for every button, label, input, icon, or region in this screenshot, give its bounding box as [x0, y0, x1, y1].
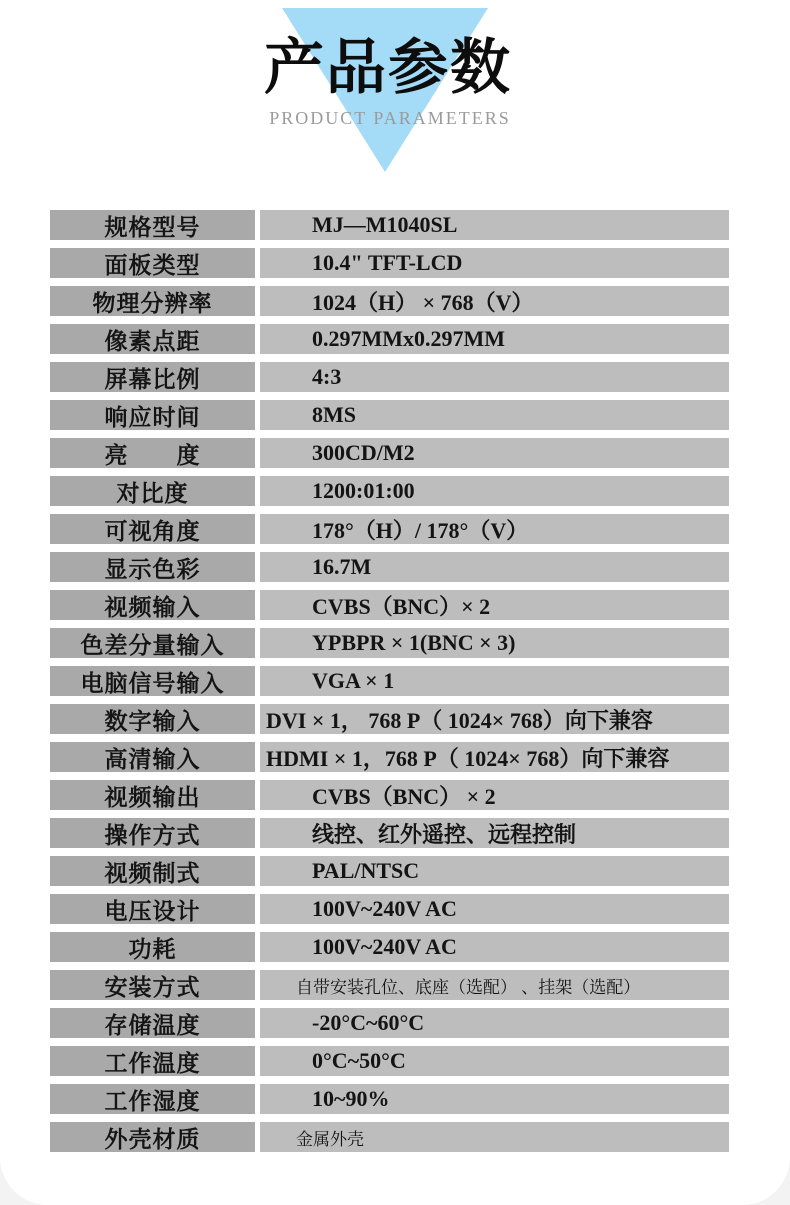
table-row: [50, 400, 729, 430]
table-row: [50, 362, 729, 392]
table-row: [50, 818, 729, 848]
spec-value: CVBS（BNC） × 2: [260, 780, 729, 810]
table-row: [50, 476, 729, 506]
spec-table: [50, 210, 729, 1160]
table-row: [50, 628, 729, 658]
spec-value: 0°C~50°C: [260, 1046, 729, 1076]
spec-value: HDMI × 1，768 P（ 1024× 768）向下兼容: [260, 742, 729, 772]
table-row: [50, 1008, 729, 1038]
table-row: [50, 552, 729, 582]
spec-label: 功耗: [50, 932, 255, 962]
spec-value: PAL/NTSC: [260, 856, 729, 886]
spec-label: 响应时间: [50, 400, 255, 430]
spec-label: 视频输出: [50, 780, 255, 810]
spec-value: 金属外壳: [260, 1122, 729, 1152]
spec-label: 视频制式: [50, 856, 255, 886]
spec-value: 4:3: [260, 362, 729, 392]
spec-label: 电压设计: [50, 894, 255, 924]
spec-label: 视频输入: [50, 590, 255, 620]
spec-value: -20°C~60°C: [260, 1008, 729, 1038]
spec-label: 操作方式: [50, 818, 255, 848]
spec-label: 像素点距: [50, 324, 255, 354]
table-row: [50, 324, 729, 354]
spec-label: 色差分量输入: [50, 628, 255, 658]
spec-value: CVBS（BNC）× 2: [260, 590, 729, 620]
spec-value: YPBPR × 1(BNC × 3): [260, 628, 729, 658]
spec-value: 100V~240V AC: [260, 894, 729, 924]
table-row: [50, 932, 729, 962]
spec-value: 10.4" TFT-LCD: [260, 248, 729, 278]
spec-value: 8MS: [260, 400, 729, 430]
spec-value: DVI × 1， 768 P（ 1024× 768）向下兼容: [260, 704, 729, 734]
table-row: [50, 590, 729, 620]
table-row: [50, 970, 729, 1000]
spec-label: 显示色彩: [50, 552, 255, 582]
spec-value: VGA × 1: [260, 666, 729, 696]
spec-label: 亮 度: [50, 438, 255, 468]
spec-label: 可视角度: [50, 514, 255, 544]
page-header: [0, 0, 790, 210]
table-row: [50, 514, 729, 544]
spec-label: 物理分辨率: [50, 286, 255, 316]
table-row: [50, 438, 729, 468]
spec-value: 1024（H） × 768（V）: [260, 286, 729, 316]
spec-label: 安装方式: [50, 970, 255, 1000]
spec-label: 外壳材质: [50, 1122, 255, 1152]
spec-label: 屏幕比例: [50, 362, 255, 392]
spec-label: 电脑信号输入: [50, 666, 255, 696]
table-row: [50, 894, 729, 924]
spec-value: 300CD/M2: [260, 438, 729, 468]
table-row: [50, 1122, 729, 1152]
table-row: [50, 248, 729, 278]
page-subtitle: PRODUCT PARAMETERS: [269, 108, 511, 128]
spec-value: 16.7M: [260, 552, 729, 582]
table-row: [50, 210, 729, 240]
table-row: [50, 666, 729, 696]
table-row: [50, 1084, 729, 1114]
table-row: [50, 780, 729, 810]
spec-value: 自带安装孔位、底座（选配） 、挂架（选配）: [260, 970, 729, 1000]
spec-label: 工作温度: [50, 1046, 255, 1076]
spec-value: 10~90%: [260, 1084, 729, 1114]
spec-value: MJ—M1040SL: [260, 210, 729, 240]
spec-label: 面板类型: [50, 248, 255, 278]
spec-value: 1200:01:00: [260, 476, 729, 506]
spec-label: 对比度: [50, 476, 255, 506]
spec-label: 存储温度: [50, 1008, 255, 1038]
spec-value: 0.297MMx0.297MM: [260, 324, 729, 354]
spec-value: 100V~240V AC: [260, 932, 729, 962]
spec-label: 数字输入: [50, 704, 255, 734]
table-row: [50, 286, 729, 316]
spec-label: 规格型号: [50, 210, 255, 240]
spec-label: 高清输入: [50, 742, 255, 772]
page-title: 产品参数: [264, 34, 512, 101]
spec-label: 工作湿度: [50, 1084, 255, 1114]
spec-value: 线控、红外遥控、远程控制: [260, 818, 729, 848]
table-row: [50, 742, 729, 772]
table-row: [50, 856, 729, 886]
spec-value: 178°（H）/ 178°（V）: [260, 514, 729, 544]
table-row: [50, 704, 729, 734]
table-row: [50, 1046, 729, 1076]
